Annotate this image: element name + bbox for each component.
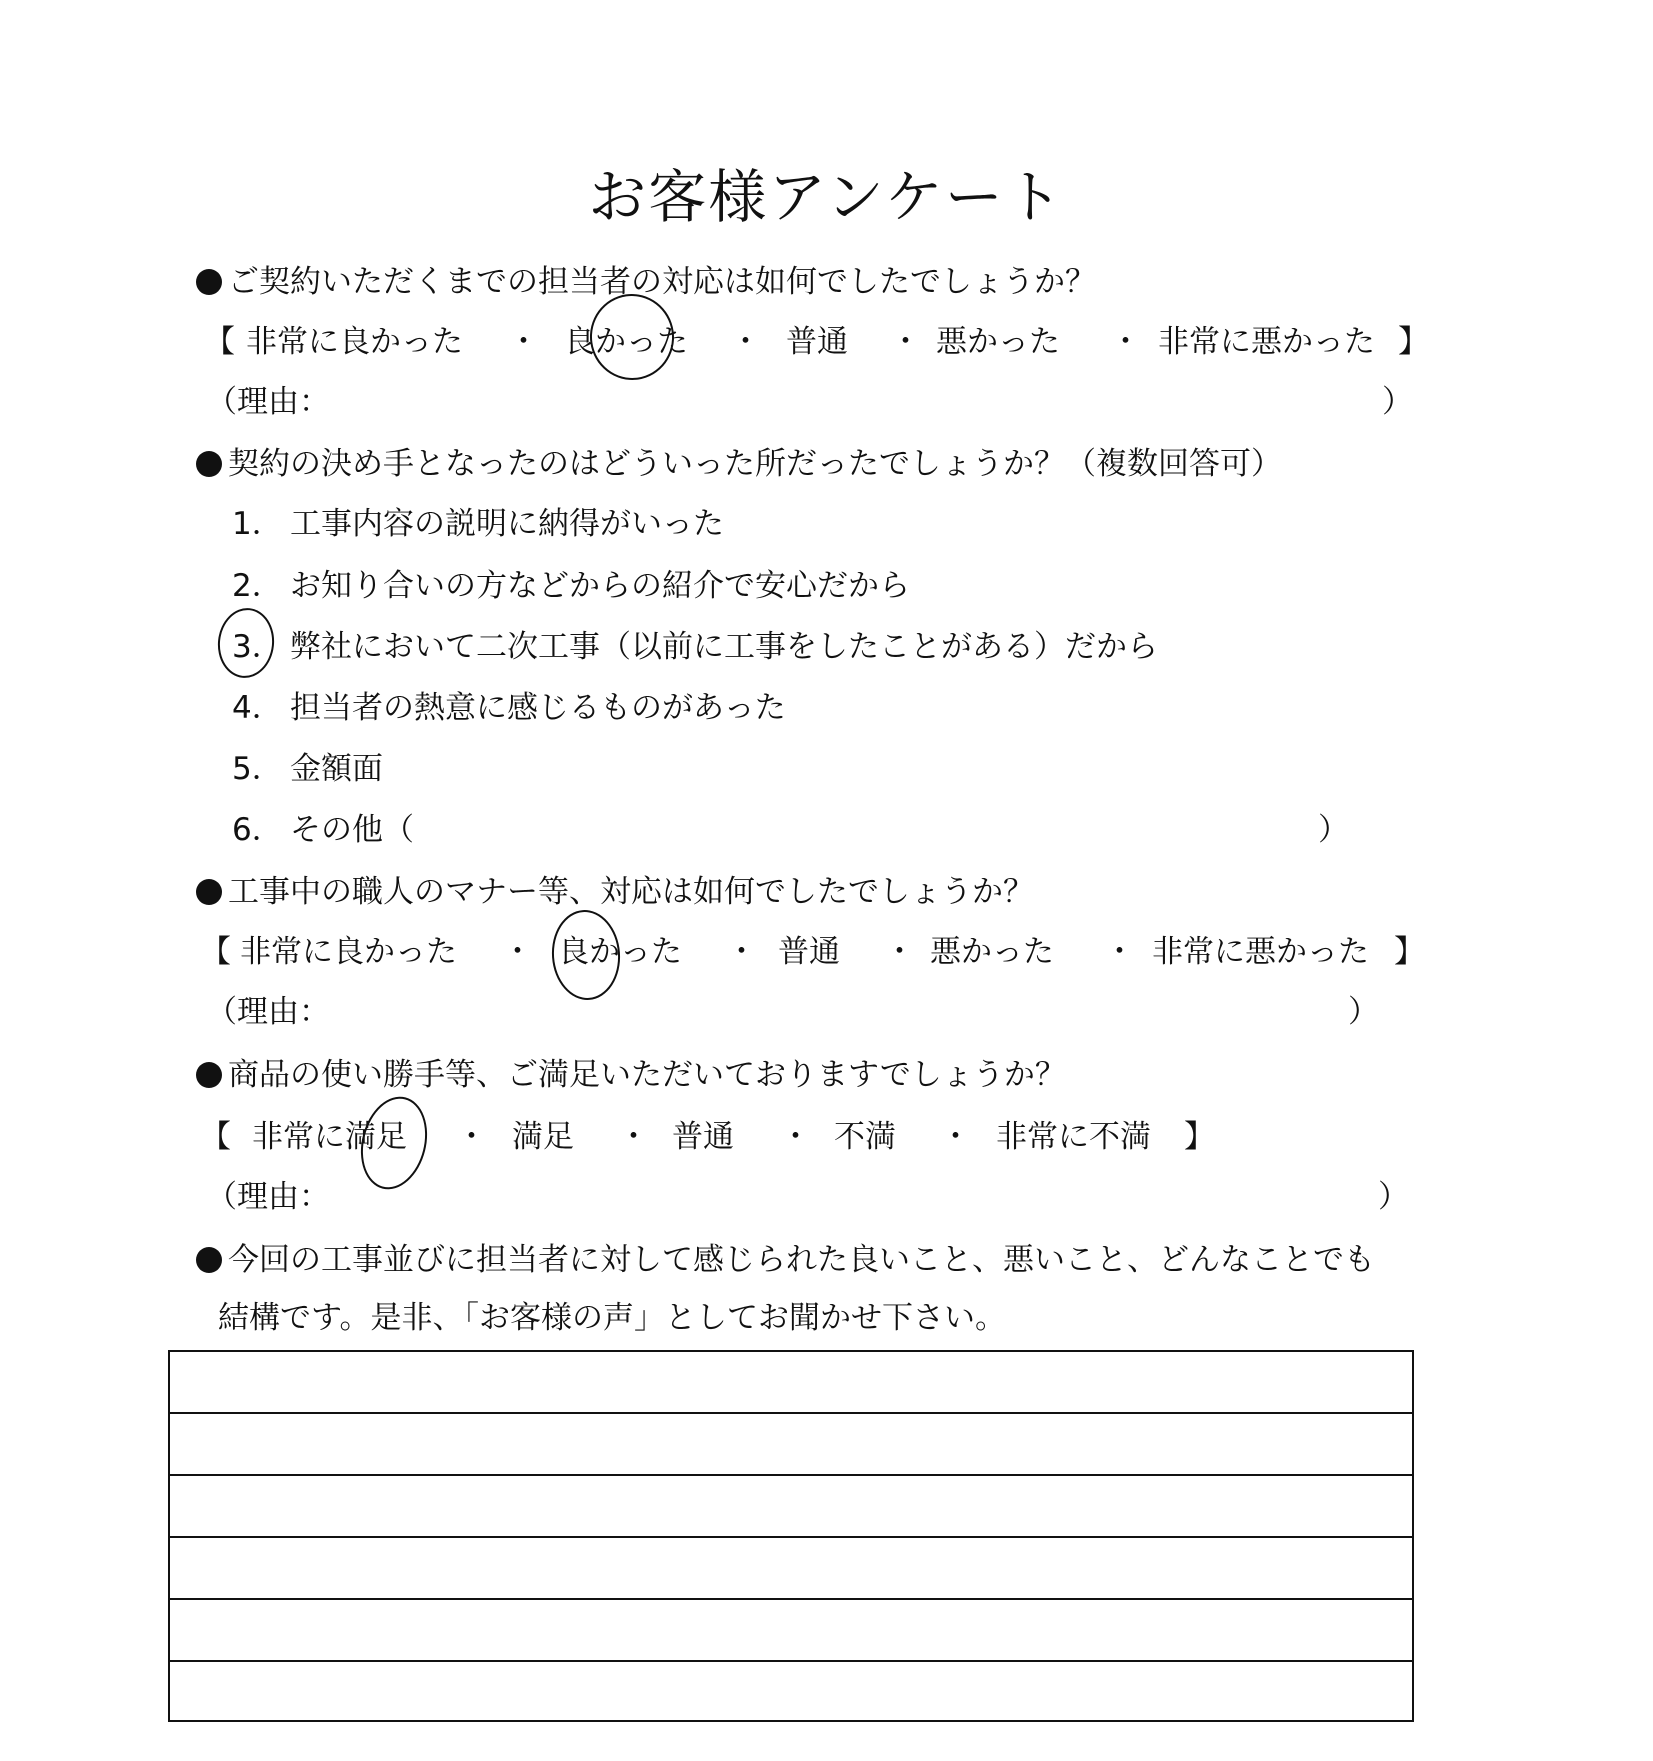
q1-reason-field[interactable] (206, 382, 1413, 422)
item-number: 2． (232, 568, 283, 604)
q4-option-satisfied[interactable]: 満足 (512, 1119, 574, 1155)
bullet-icon (196, 269, 222, 295)
item-number: 4． (232, 690, 283, 726)
question-5-text-line1: 今回の工事並びに担当者に対して感じられた良いこと、悪いこと、どんなことでも (228, 1242, 1375, 1278)
bracket-close: 】 (1184, 1119, 1215, 1155)
separator: ・ (508, 324, 539, 360)
page-title: お客様アンケート (588, 163, 1065, 231)
bullet-icon (196, 1062, 222, 1088)
question-5-text-line2: 結構です。是非、「お客様の声」としてお聞かせ下さい。 (218, 1300, 1007, 1336)
separator: ・ (730, 324, 761, 360)
question-4 (196, 1055, 1066, 1095)
separator: ・ (940, 1119, 971, 1155)
separator: ・ (884, 934, 915, 970)
bracket-open: 【 (204, 324, 235, 360)
q3-option-good[interactable]: 良かった (558, 934, 682, 970)
reason-label: （理由： (206, 1179, 330, 1215)
reason-close: ） (1378, 1179, 1409, 1215)
q2-item-2[interactable] (232, 566, 910, 606)
item-text: 弊社において二次工事（以前に工事をしたことがある）だから (290, 629, 1158, 665)
item-text: 工事内容の説明に納得がいった (290, 506, 724, 542)
separator: ・ (456, 1119, 487, 1155)
question-2-text: 契約の決め手となったのはどういった所だったでしょうか？（複数回答可） (228, 446, 1282, 482)
comment-rule-line (170, 1412, 1412, 1414)
q1-option-good[interactable]: 良かった (564, 324, 688, 360)
reason-close: ） (1382, 384, 1413, 420)
q3-option-normal[interactable]: 普通 (778, 934, 840, 970)
bullet-icon (196, 451, 222, 477)
q4-option-dissatisfied[interactable]: 不満 (834, 1119, 896, 1155)
item-text: その他（ (290, 812, 414, 848)
question-3-text: 工事中の職人のマナー等、対応は如何でしたでしょうか？ (228, 874, 1034, 910)
question-1 (196, 262, 1096, 302)
q4-rating-scale (200, 1117, 1220, 1157)
q2-item-3[interactable] (232, 627, 1158, 667)
comment-rule-line (170, 1536, 1412, 1538)
bracket-close: 】 (1398, 324, 1429, 360)
separator: ・ (618, 1119, 649, 1155)
q4-option-very-satisfied[interactable]: 非常に満足 (252, 1119, 407, 1155)
bracket-open: 【 (200, 934, 231, 970)
q1-option-very-good[interactable]: 非常に良かった (246, 324, 463, 360)
q3-option-very-good[interactable]: 非常に良かった (240, 934, 457, 970)
separator: ・ (502, 934, 533, 970)
other-close: ） (1318, 812, 1349, 848)
item-number: 1． (232, 506, 283, 542)
q1-rating-scale (204, 322, 1434, 362)
q3-option-very-bad[interactable]: 非常に悪かった (1152, 934, 1369, 970)
separator: ・ (1110, 324, 1141, 360)
separator: ・ (1104, 934, 1135, 970)
comment-rule-line (170, 1660, 1412, 1662)
q4-option-very-dissatisfied[interactable]: 非常に不満 (996, 1119, 1151, 1155)
q2-item-1[interactable] (232, 504, 724, 544)
question-1-text: ご契約いただくまでの担当者の対応は如何でしたでしょうか？ (228, 264, 1096, 300)
separator: ・ (890, 324, 921, 360)
question-4-text: 商品の使い勝手等、ご満足いただいておりますでしょうか？ (228, 1057, 1066, 1093)
reason-close: ） (1348, 994, 1379, 1030)
q2-item-5[interactable] (232, 749, 383, 789)
q3-reason-field[interactable] (206, 992, 1406, 1032)
q1-option-very-bad[interactable]: 非常に悪かった (1158, 324, 1375, 360)
question-3 (196, 872, 1034, 912)
item-text: 金額面 (290, 751, 383, 787)
comment-rule-line (170, 1598, 1412, 1600)
separator: ・ (726, 934, 757, 970)
item-number: 6． (232, 812, 283, 848)
question-5 (196, 1240, 1375, 1280)
comment-rule-line (170, 1474, 1412, 1476)
q1-option-bad[interactable]: 悪かった (936, 324, 1060, 360)
separator: ・ (780, 1119, 811, 1155)
q2-item-4[interactable] (232, 688, 786, 728)
item-text: お知り合いの方などからの紹介で安心だから (290, 568, 910, 604)
bracket-open: 【 (200, 1119, 231, 1155)
bracket-close: 】 (1394, 934, 1425, 970)
q1-option-normal[interactable]: 普通 (786, 324, 848, 360)
reason-label: （理由： (206, 994, 330, 1030)
q2-item-6[interactable] (232, 810, 1352, 850)
item-number: 5． (232, 751, 283, 787)
comment-box[interactable] (168, 1350, 1414, 1722)
q3-option-bad[interactable]: 悪かった (930, 934, 1054, 970)
reason-label: （理由： (206, 384, 330, 420)
bullet-icon (196, 879, 222, 905)
bullet-icon (196, 1247, 222, 1273)
q3-rating-scale (200, 932, 1430, 972)
question-2 (196, 444, 1282, 484)
q4-reason-field[interactable] (206, 1177, 1409, 1217)
item-number: 3． (232, 629, 283, 665)
q4-option-normal[interactable]: 普通 (672, 1119, 734, 1155)
item-text: 担当者の熱意に感じるものがあった (290, 690, 786, 726)
